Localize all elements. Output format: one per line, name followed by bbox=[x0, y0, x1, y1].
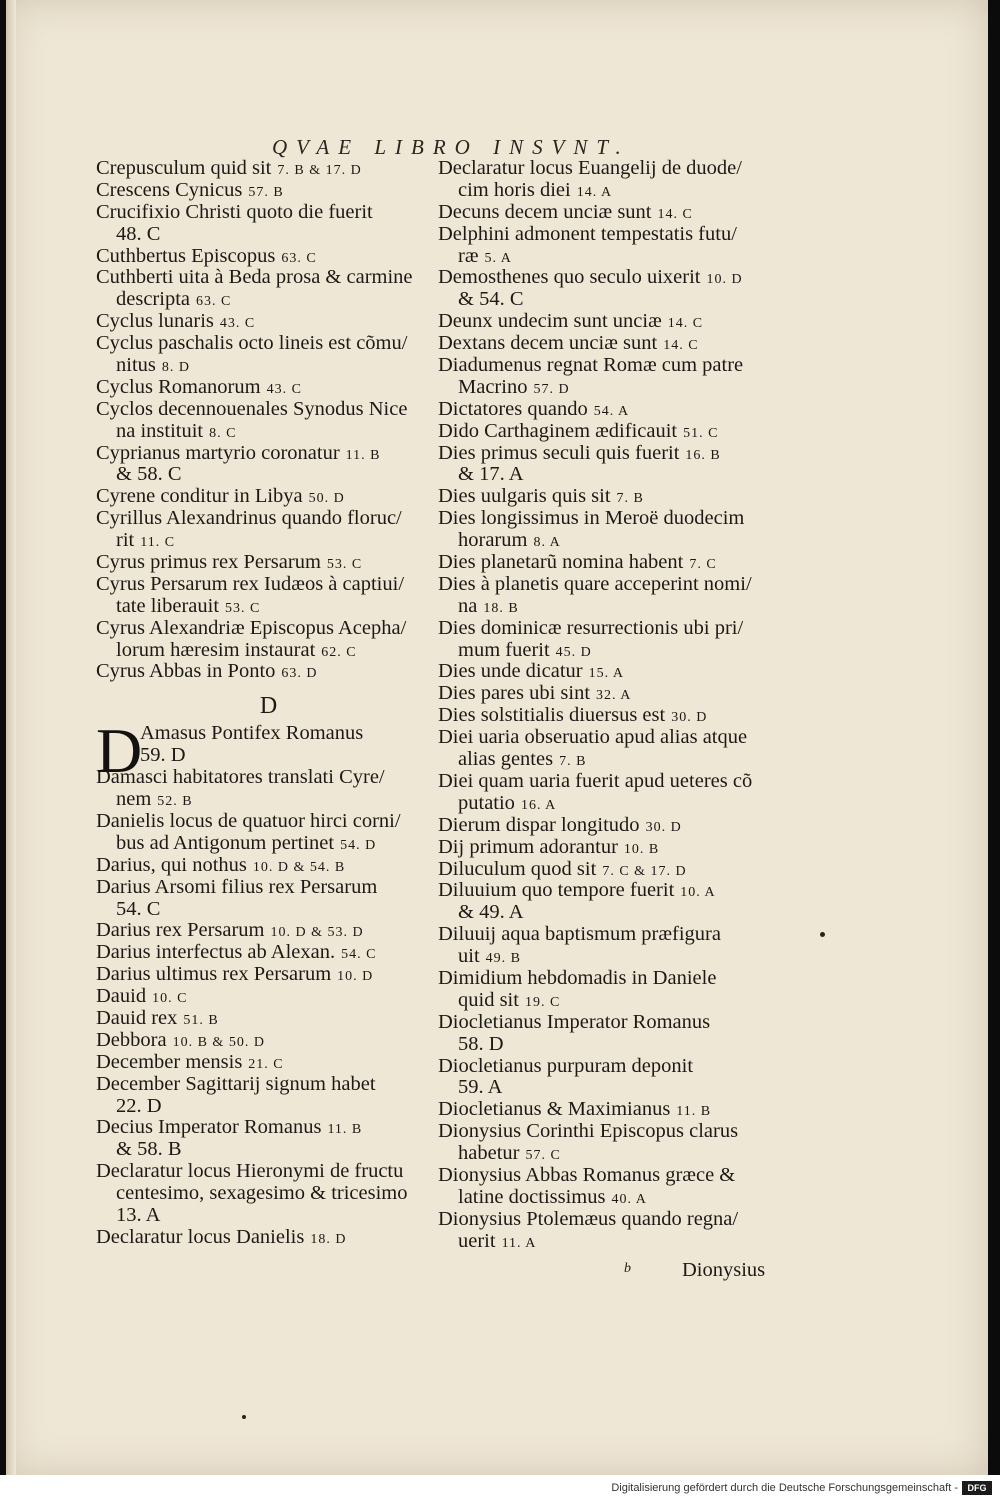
index-entry bbox=[438, 508, 783, 530]
entry-text: Darius, qui nothus bbox=[96, 854, 247, 876]
entry-text: Dies primus seculi quis fuerit bbox=[438, 442, 680, 464]
entry-text: 48. C bbox=[116, 223, 161, 245]
section-letter: D bbox=[259, 693, 278, 720]
entry-text: Dies unde dicatur bbox=[438, 661, 583, 683]
index-entry bbox=[438, 224, 783, 246]
index-entry bbox=[438, 464, 783, 486]
entry-text: & 58. B bbox=[116, 1139, 182, 1161]
index-entry bbox=[438, 486, 783, 508]
entry-reference: 7. B & 17. D bbox=[277, 163, 362, 178]
index-entry bbox=[438, 880, 783, 902]
entry-text: & 54. C bbox=[458, 289, 524, 311]
index-entry bbox=[438, 968, 783, 990]
index-entry bbox=[96, 158, 431, 180]
index-entry bbox=[96, 964, 431, 986]
entry-text: 22. D bbox=[116, 1095, 162, 1117]
entry-reference: 10. D bbox=[706, 272, 743, 288]
entry-text: Diluuium quo tempore fuerit bbox=[438, 880, 675, 902]
index-entry bbox=[96, 942, 431, 964]
entry-reference: 63. D bbox=[281, 666, 318, 682]
entry-reference: 53. C bbox=[225, 600, 261, 616]
index-entry bbox=[438, 246, 783, 268]
entry-text: Cyprianus martyrio coronatur bbox=[96, 442, 340, 464]
entry-reference: 43. C bbox=[266, 381, 302, 397]
signature-mark: b bbox=[624, 1261, 631, 1276]
entry-text: Diei uaria obseruatio apud alias atque bbox=[438, 727, 748, 749]
entry-text: Diluuij aqua baptismum præfigura bbox=[438, 924, 721, 946]
entry-text: Cyrus primus rex Persarum bbox=[96, 552, 321, 574]
entry-text: Damasci habitatores translati Cyre/ bbox=[96, 767, 385, 789]
index-entry bbox=[438, 946, 783, 968]
entry-reference: 54. C bbox=[341, 947, 377, 963]
index-entry bbox=[96, 767, 431, 789]
entry-text: 58. D bbox=[458, 1033, 504, 1055]
index-entry bbox=[438, 1231, 783, 1253]
index-entry bbox=[438, 705, 783, 727]
entry-text: Dimidium hebdomadis in Daniele bbox=[438, 967, 717, 989]
entry-text: tate liberauit bbox=[116, 595, 220, 617]
index-entry bbox=[96, 661, 431, 683]
index-entry bbox=[438, 1034, 783, 1056]
entry-reference: 8. D bbox=[161, 360, 190, 376]
index-entry bbox=[438, 333, 783, 355]
entry-reference: 8. C bbox=[209, 425, 237, 441]
index-entry bbox=[438, 618, 783, 640]
entry-text: Cyclus Romanorum bbox=[96, 376, 261, 398]
index-entry bbox=[438, 990, 783, 1012]
entry-reference: 8. A bbox=[533, 535, 561, 551]
index-entry bbox=[96, 355, 431, 377]
index-entry bbox=[96, 464, 431, 486]
index-entry bbox=[438, 837, 783, 859]
entry-reference: 63. C bbox=[281, 250, 317, 266]
entry-reference: 11. B bbox=[345, 447, 381, 463]
entry-reference: 30. D bbox=[671, 710, 708, 726]
index-entry bbox=[438, 1165, 783, 1187]
entry-text: Darius interfectus ab Alexan. bbox=[96, 942, 336, 964]
index-entry bbox=[96, 289, 431, 311]
index-entry bbox=[438, 311, 783, 333]
entry-text: 59. A bbox=[458, 1077, 503, 1099]
index-entry bbox=[438, 202, 783, 224]
index-entry bbox=[438, 377, 783, 399]
entry-reference: 32. A bbox=[596, 688, 632, 704]
index-entry bbox=[438, 443, 783, 465]
index-entry bbox=[96, 224, 431, 246]
entry-reference: 11. C bbox=[140, 535, 176, 551]
index-entry bbox=[96, 246, 431, 268]
catchword-row bbox=[624, 1259, 784, 1285]
entry-text: December mensis bbox=[96, 1051, 243, 1073]
index-column-left bbox=[96, 158, 431, 1249]
index-entry bbox=[96, 508, 431, 530]
entry-text: Dierum dispar longitudo bbox=[438, 814, 640, 836]
entry-reference: 54. D bbox=[340, 837, 377, 853]
entry-text: bus ad Antigonum pertinet bbox=[116, 832, 335, 854]
entry-text: Dauid rex bbox=[96, 1007, 178, 1029]
entry-text: ræ bbox=[458, 245, 479, 267]
index-entry bbox=[96, 486, 431, 508]
entry-text: Cyrene conditur in Libya bbox=[96, 486, 303, 508]
entry-text: Crepusculum quid sit bbox=[96, 158, 272, 179]
entry-text: Declaratur locus Danielis bbox=[96, 1226, 305, 1248]
index-entry bbox=[96, 833, 431, 855]
entry-reference: 45. D bbox=[555, 644, 592, 660]
entry-reference: 52. B bbox=[157, 794, 193, 810]
index-entry bbox=[438, 1056, 783, 1078]
entry-text: Diadumenus regnat Romæ cum patre bbox=[438, 355, 744, 377]
entry-text: Diocletianus purpuram deponit bbox=[438, 1055, 694, 1077]
index-entry bbox=[438, 793, 783, 815]
entry-text: Cyclus paschalis octo lineis est cõmu/ bbox=[96, 333, 408, 355]
entry-reference: 10. D & 53. D bbox=[270, 925, 364, 941]
entry-reference: 5. A bbox=[484, 250, 512, 266]
entry-text: Dionysius Corinthi Episcopus clarus bbox=[438, 1121, 739, 1143]
entry-text: Decius Imperator Romanus bbox=[96, 1117, 322, 1139]
entry-text: alias gentes bbox=[458, 749, 554, 771]
index-entry bbox=[96, 267, 431, 289]
entry-text: Cuthbertus Episcopus bbox=[96, 245, 276, 267]
entry-text: December Sagittarij signum habet bbox=[96, 1073, 376, 1095]
index-entry bbox=[96, 1161, 431, 1183]
entry-text: quid sit bbox=[458, 989, 519, 1011]
index-entry bbox=[438, 289, 783, 311]
left-entries-after bbox=[96, 767, 431, 1249]
entry-reference: 11. B bbox=[676, 1104, 712, 1120]
entry-text: Diocletianus & Maximianus bbox=[438, 1099, 671, 1121]
entry-text: Dies uulgaris quis sit bbox=[438, 486, 611, 508]
entry-reference: 63. C bbox=[196, 294, 232, 310]
entry-text: 54. C bbox=[116, 898, 161, 920]
entry-reference: 7. B bbox=[616, 491, 644, 507]
entry-text: & 58. C bbox=[116, 464, 182, 486]
entry-reference: 15. A bbox=[588, 666, 624, 682]
index-entry bbox=[96, 618, 431, 640]
entry-reference: 57. C bbox=[525, 1148, 561, 1164]
index-entry bbox=[96, 920, 431, 942]
entry-reference: 18. D bbox=[310, 1231, 347, 1247]
index-entry bbox=[438, 902, 783, 924]
entry-text: lorum hæresim instaurat bbox=[116, 639, 316, 661]
index-entry bbox=[438, 815, 783, 837]
index-entry bbox=[438, 1012, 783, 1034]
index-entry bbox=[96, 1117, 431, 1139]
index-entry bbox=[96, 399, 431, 421]
entry-reference: 18. B bbox=[483, 600, 519, 616]
entry-reference: 10. D & 54. B bbox=[252, 859, 346, 875]
entry-text: cim horis diei bbox=[458, 179, 571, 201]
index-entry bbox=[438, 530, 783, 552]
index-entry bbox=[438, 1187, 783, 1209]
entry-text: Dionysius Ptolemæus quando regna/ bbox=[438, 1208, 739, 1230]
entry-text: Dionysius Abbas Romanus græce & bbox=[438, 1164, 736, 1186]
index-entry bbox=[96, 311, 431, 333]
index-entry bbox=[96, 1227, 431, 1249]
entry-text: horarum bbox=[458, 530, 528, 552]
index-entry bbox=[96, 855, 431, 877]
index-entry bbox=[96, 986, 431, 1008]
entry-text: Darius Arsomi filius rex Persarum bbox=[96, 876, 378, 898]
entry-text: Dextans decem unciæ sunt bbox=[438, 333, 658, 355]
entry-reference: 14. C bbox=[657, 206, 693, 222]
entry-reference: 11. B bbox=[327, 1122, 363, 1138]
index-entry bbox=[438, 158, 783, 180]
entry-reference: 40. A bbox=[611, 1191, 647, 1207]
dropcap-letter: D bbox=[96, 715, 143, 787]
index-entry bbox=[438, 552, 783, 574]
entry-text: & 17. A bbox=[458, 464, 524, 486]
entry-reference: 51. B bbox=[183, 1012, 219, 1028]
index-entry bbox=[438, 771, 783, 793]
entry-text: Dies planetarũ nomina habent bbox=[438, 552, 684, 574]
entry-reference: 21. C bbox=[248, 1056, 284, 1072]
index-entry bbox=[96, 443, 431, 465]
entry-text: centesimo, sexagesimo & tricesimo bbox=[116, 1183, 408, 1205]
index-entry bbox=[96, 377, 431, 399]
entry-text: Darius ultimus rex Persarum bbox=[96, 964, 332, 986]
entry-reference: 30. D bbox=[645, 819, 682, 835]
index-entry bbox=[438, 640, 783, 662]
index-entry bbox=[438, 727, 783, 749]
entry-reference: 14. C bbox=[667, 316, 704, 332]
index-entry bbox=[96, 899, 431, 921]
entry-text: Cyrillus Alexandrinus quando floruc/ bbox=[96, 508, 402, 530]
entry-reference: 54. A bbox=[593, 403, 630, 419]
entry-reference: 51. C bbox=[683, 425, 719, 441]
entry-text: Diluculum quod sit bbox=[438, 858, 597, 880]
index-entry bbox=[96, 574, 431, 596]
footer-bar bbox=[0, 1475, 1000, 1502]
index-entry bbox=[96, 1030, 431, 1052]
entry-text: & 49. A bbox=[458, 902, 524, 924]
entry-text: Deunx undecim sunt unciæ bbox=[438, 311, 662, 333]
entry-reference: 7. C bbox=[689, 557, 717, 573]
ink-speck bbox=[820, 932, 825, 937]
entry-text: latine doctissimus bbox=[458, 1186, 606, 1208]
entry-text: na instituit bbox=[116, 420, 204, 442]
entry-reference: 14. A bbox=[576, 184, 613, 200]
index-entry bbox=[438, 180, 783, 202]
index-entry bbox=[438, 399, 783, 421]
entry-text: Crucifixio Christi quoto die fuerit bbox=[96, 201, 373, 223]
page-gutter-edge bbox=[6, 0, 16, 1475]
entry-text: Diei quam uaria fuerit apud ueteres cõ bbox=[438, 770, 753, 792]
index-entry bbox=[96, 530, 431, 552]
entry-text: Darius rex Persarum bbox=[96, 920, 265, 942]
entry-text: descripta bbox=[116, 289, 190, 311]
entry-text: nem bbox=[116, 789, 152, 811]
index-entry bbox=[438, 924, 783, 946]
entry-reference: 49. B bbox=[485, 951, 521, 967]
entry-text: habetur bbox=[458, 1143, 520, 1165]
entry-reference: 62. C bbox=[321, 644, 357, 660]
index-entry bbox=[96, 877, 431, 899]
index-entry bbox=[438, 1099, 783, 1121]
entry-text: 13. A bbox=[116, 1204, 161, 1226]
index-entry: 59. D bbox=[140, 745, 186, 767]
entry-text: na bbox=[458, 595, 478, 617]
running-head: QVAE LIBRO INSVNT. bbox=[272, 135, 630, 159]
index-entry bbox=[96, 1074, 431, 1096]
entry-reference: 50. D bbox=[308, 491, 345, 507]
index-entry bbox=[438, 1121, 783, 1143]
entry-text: Cyrus Alexandriæ Episcopus Acepha/ bbox=[96, 617, 407, 639]
index-entry bbox=[96, 596, 431, 618]
entry-reference: 10. B bbox=[623, 841, 660, 857]
index-entry bbox=[96, 421, 431, 443]
entry-text: Cyclus lunaris bbox=[96, 311, 214, 333]
entry-reference: 16. A bbox=[520, 797, 557, 813]
entry-reference: 11. A bbox=[501, 1235, 537, 1251]
index-entry bbox=[96, 1052, 431, 1074]
entry-text: Dies dominicæ resurrectionis ubi pri/ bbox=[438, 617, 744, 639]
index-entry bbox=[96, 1183, 431, 1205]
index-entry bbox=[438, 267, 783, 289]
index-entry bbox=[438, 859, 783, 881]
index-entry bbox=[438, 421, 783, 443]
index-entry: Amasus Pontifex Romanus bbox=[140, 723, 364, 745]
index-entry bbox=[96, 789, 431, 811]
index-entry bbox=[96, 552, 431, 574]
index-entry bbox=[96, 202, 431, 224]
entry-reference: 53. C bbox=[326, 557, 363, 573]
entry-text: Demosthenes quo seculo uixerit bbox=[438, 267, 701, 289]
entry-text: Dies à planetis quare acceperint nomi/ bbox=[438, 573, 752, 595]
entry-reference: 10. A bbox=[680, 885, 716, 901]
entry-reference: 19. C bbox=[524, 994, 561, 1010]
index-entry bbox=[438, 661, 783, 683]
entry-text: Cyrus Persarum rex Iudæos à captiui/ bbox=[96, 573, 405, 595]
left-entries-before bbox=[96, 158, 431, 683]
index-entry bbox=[96, 1205, 431, 1227]
book-page bbox=[6, 0, 988, 1475]
index-entry bbox=[438, 1077, 783, 1099]
entry-text: Dies solstitialis diuersus est bbox=[438, 705, 666, 727]
entry-text: Cyclos decennouenales Synodus Nice bbox=[96, 398, 408, 420]
entry-text: nitus bbox=[116, 355, 156, 377]
index-entry bbox=[438, 1143, 783, 1165]
index-entry bbox=[96, 1008, 431, 1030]
entry-text: Decuns decem unciæ sunt bbox=[438, 201, 652, 223]
entry-text: rit bbox=[116, 530, 135, 552]
index-entry bbox=[438, 574, 783, 596]
index-column-right bbox=[438, 158, 783, 1253]
entry-reference: 14. C bbox=[663, 338, 699, 354]
index-entry bbox=[96, 1139, 431, 1161]
entry-text: Crescens Cynicus bbox=[96, 179, 243, 201]
index-entry bbox=[438, 596, 783, 618]
index-entry bbox=[438, 749, 783, 771]
entry-reference: 7. B bbox=[559, 754, 587, 770]
ink-speck bbox=[242, 1415, 246, 1419]
entry-text: Declaratur locus Hieronymi de fructu bbox=[96, 1161, 404, 1183]
entry-text: putatio bbox=[458, 792, 515, 814]
entry-reference: 43. C bbox=[219, 316, 256, 332]
entry-text: Macrino bbox=[458, 376, 528, 398]
funding-credit: Digitalisierung gefördert durch die Deutsche Forschungsgemeinschaft - bbox=[611, 1482, 958, 1494]
entry-reference: 7. C & 17. D bbox=[602, 863, 687, 879]
entry-text: Danielis locus de quatuor hirci corni/ bbox=[96, 810, 401, 832]
entry-text: Diocletianus Imperator Romanus bbox=[438, 1011, 711, 1033]
entry-text: Debbora bbox=[96, 1029, 167, 1051]
entry-text: Dij primum adorantur bbox=[438, 836, 618, 858]
entry-text: Declaratur locus Euangelij de duode/ bbox=[438, 158, 742, 179]
entry-reference: 57. D bbox=[533, 381, 570, 397]
entry-text: Delphini admonent tempestatis futu/ bbox=[438, 223, 737, 245]
index-entry bbox=[96, 640, 431, 662]
index-entry bbox=[96, 180, 431, 202]
entry-reference: 57. B bbox=[248, 184, 284, 200]
dfg-logo-icon: DFG bbox=[962, 1481, 992, 1495]
index-entry bbox=[438, 683, 783, 705]
index-entry bbox=[438, 355, 783, 377]
catchword: Dionysius bbox=[682, 1259, 766, 1281]
entry-text: uit bbox=[458, 946, 480, 968]
entry-text: Cuthberti uita à Beda prosa & carmine bbox=[96, 267, 413, 289]
entry-text: mum fuerit bbox=[458, 639, 550, 661]
entry-text: Dies longissimus in Meroë duodecim bbox=[438, 508, 745, 530]
index-entry bbox=[96, 333, 431, 355]
entry-reference: 10. C bbox=[152, 991, 188, 1007]
index-entry bbox=[96, 811, 431, 833]
entry-text: Cyrus Abbas in Ponto bbox=[96, 661, 276, 683]
entry-reference: 10. B & 50. D bbox=[172, 1034, 265, 1050]
entry-reference: 10. D bbox=[337, 969, 374, 985]
entry-text: Dies pares ubi sint bbox=[438, 683, 591, 705]
index-entry bbox=[438, 1209, 783, 1231]
entry-text: Dauid bbox=[96, 986, 147, 1008]
entry-reference: 16. B bbox=[685, 447, 721, 463]
right-entries bbox=[438, 158, 783, 1253]
entry-text: uerit bbox=[458, 1230, 496, 1252]
entry-text: Dictatores quando bbox=[438, 398, 588, 420]
index-entry bbox=[96, 1096, 431, 1118]
entry-text: Dido Carthaginem ædificauit bbox=[438, 420, 678, 442]
